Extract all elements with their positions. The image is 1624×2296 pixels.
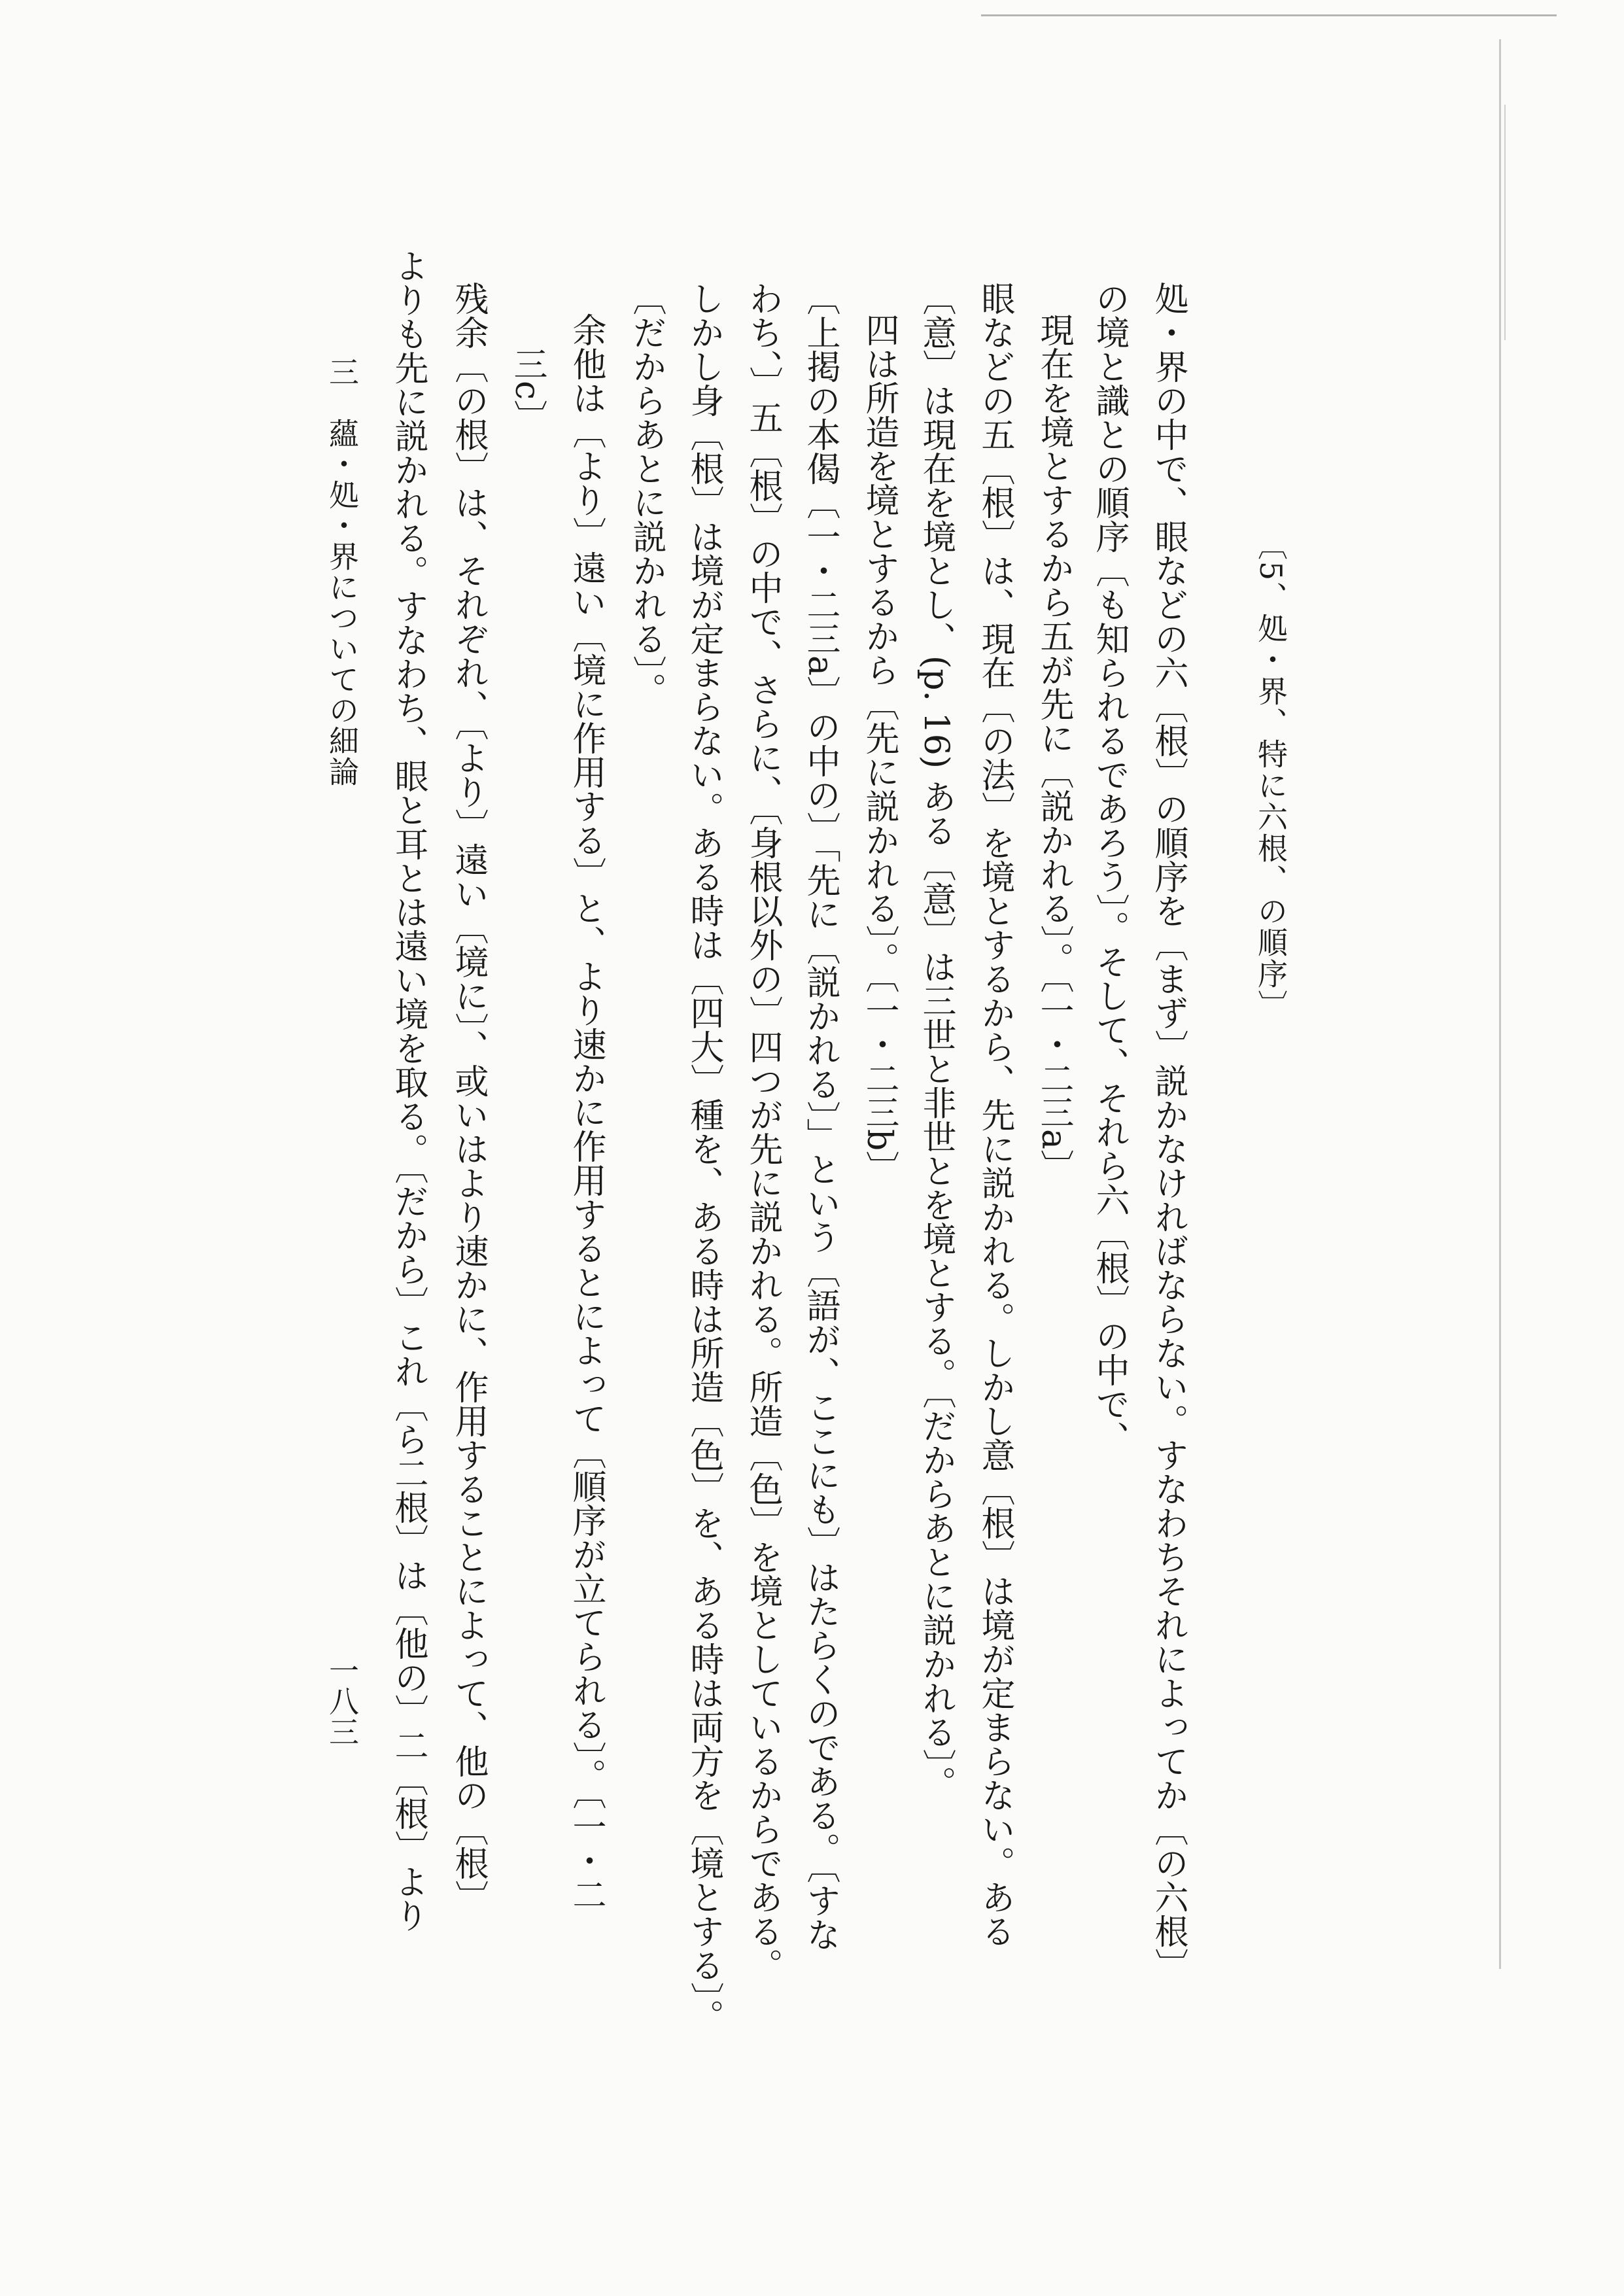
body-line-9: しかし身〔根〕は境が定まらない。ある時は〔四大〕種を、ある時は所造〔色〕を、ある時は両方を〔境とする〕。: [684, 281, 723, 2033]
page-number: 一八三: [324, 1655, 360, 1747]
body-line-11: 余他は〔より〕遠い〔境に作用する〕と、より速かに作用するとによって〔順序が立てられる〕。〔一・二: [566, 313, 606, 1911]
running-header: 〔5、処・界、特に六根、の順序〕: [1253, 530, 1288, 1022]
body-line-7: 〔上掲の本偈〔一・二三a〕の中の〕「先に〔説かれる〕」という〔語が、ここにも〕はたらくのである。〔すな: [801, 281, 840, 1952]
body-line-14: よりも先に説かれる。すなわち、眼と耳とは遠い境を取る。〔だから〕これ〔ら二根〕は〔他の〕二〔根〕より: [389, 249, 428, 1932]
body-line-8: わち、〕五〔根〕の中で、さらに、〔身根以外の〕四つが先に説かれる。所造〔色〕を境としているからである。: [743, 281, 782, 1982]
scan-edge-right-inner: [1504, 105, 1506, 340]
body-line-13: 残余〔の根〕は、それぞれ、〔より〕遠い〔境に〕、或いはより速かに、作用することによって、他の〔根〕: [449, 281, 488, 1914]
body-line-3: 現在を境とするから五が先に〔説かれる〕。〔一・二三a〕: [1034, 313, 1073, 1184]
body-line-10: 〔だからあとに説かれる〕。: [627, 281, 666, 706]
body-line-6: 四は所造を境とするから〔先に説かれる〕。〔一・二三b〕: [859, 313, 899, 1185]
body-line-4: 眼などの五〔根〕は、現在〔の法〕を境とするから、先に説かれる。しかし意〔根〕は境が定まらない。ある: [975, 281, 1014, 1948]
body-line-2: の境と識との順序〔も知られるであろう〕。そして、それら六〔根〕の中で、: [1090, 281, 1129, 1455]
body-line-12: 三c〕: [508, 347, 547, 434]
body-line-1: 処・界の中で、眼などの六〔根〕の順序を〔まず〕説かなければならない。すなわちそれによってか〔の六根〕: [1149, 281, 1188, 1982]
scan-edge-top: [981, 14, 1557, 16]
body-line-5: 〔意〕は現在を境とし、(p. 16) ある〔意〕は三世と非世とを境とする。〔だからあとに説かれる〕。: [916, 281, 956, 1800]
scan-edge-right: [1499, 39, 1501, 1969]
running-footer: 三 蘊・処・界についての細論: [324, 357, 360, 787]
